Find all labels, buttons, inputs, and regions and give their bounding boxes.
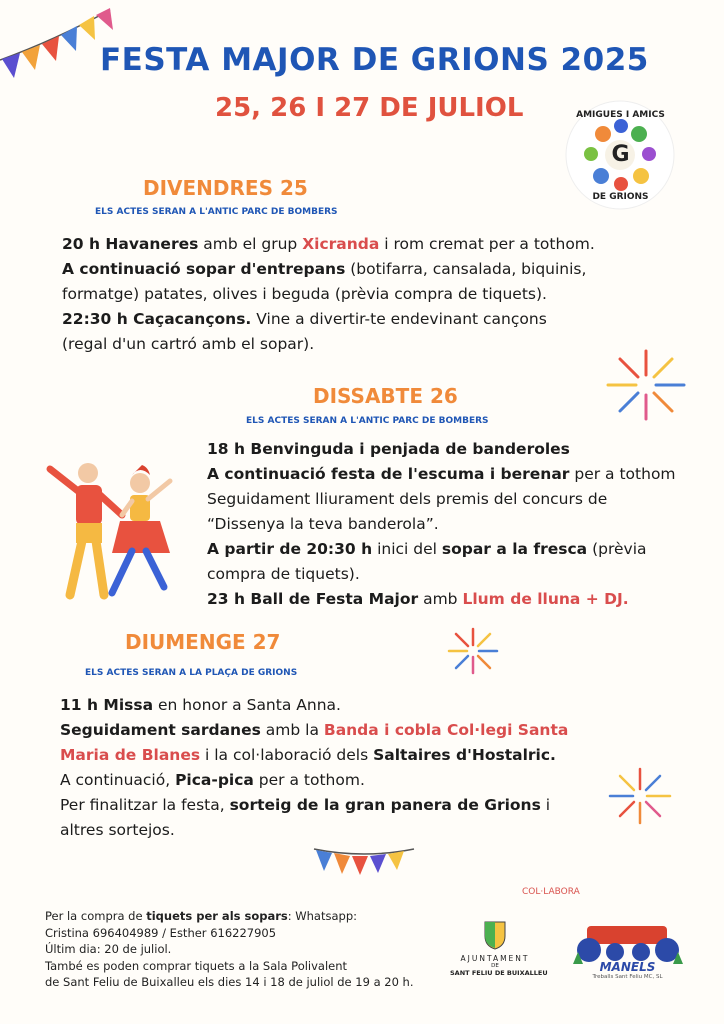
saturday-program: 18 h Benvinguda i penjada de banderoles A continuació festa de l'escuma i berenar per a tothom Seguidament lliurament dels premis del concurs de “Dissenya la teva banderola”. A partir de 20:30 h inici del sopar a la fresca (prèvia compra de tiquets). 23 h Ball de Festa Major amb Llum de lluna + DJ. [207,440,676,608]
collabora-label: COL·LABORA [522,887,580,897]
municipal-shield-icon [482,918,508,950]
ajuntament-logo [450,918,548,977]
ticket-info: Per la compra de tiquets per als sopars: Whatsapp: Cristina 696404989 / Esther 616227905 Últim dia: 20 de juliol. També es poden comprar tiquets a la Sala Polivalent de Sant Feliu de Buixalleu els dies 14 i 18 de juliol de 19 a 20 h. [45,909,414,989]
fireworks-decoration [605,765,675,827]
fireworks-decoration [602,345,690,425]
friday-location-note: ELS ACTES SERAN A L'ANTIC PARC DE BOMBERS [95,207,338,217]
sunday-heading: DIUMENGE 27 [125,630,281,654]
sunday-program: 11 h Missa en honor a Santa Anna. Seguidament sardanes amb la Banda i cobla Col·legi Santa Maria de Blanes i la col·laboració dels Saltaires d'Hostalric. A continuació, Pica-pica per a tothom. Per finalitzar la festa, sorteig de la gran panera de Grions i altres sortejos. [60,696,569,839]
festival-dates: 25, 26 I 27 DE JULIOL [215,93,524,123]
ajuntament-municipi: SANT FELIU DE BUIXALLEU [450,969,548,977]
ajuntament-de: DE [491,963,499,969]
bunting-decoration [312,843,417,883]
manels-subtitle: Treballs Sant Feliu MC, SL [592,974,663,980]
dancing-couple-illustration [40,455,180,605]
friday-program: 20 h Havaneres amb el grup Xicranda i rom cremat per a tothom. A continuació sopar d'entrepans (botifarra, cansalada, biquinis, formatge) patates, olives i beguda (prèvia compra de tiquets). 22:30 h Caçacançons. Vine a divertir-te endevinant cançons (regal d'un cartró amb el sopar). [62,235,595,353]
ajuntament-text: AJUNTAMENT [460,954,530,963]
saturday-location-note: ELS ACTES SERAN A L'ANTIC PARC DE BOMBERS [246,416,489,426]
page-title: FESTA MAJOR DE GRIONS 2025 [100,42,649,78]
amics-grions-logo [563,98,678,213]
manels-name: MANELS [599,960,656,974]
sunday-location-note: ELS ACTES SERAN A LA PLAÇA DE GRIONS [85,668,298,678]
saturday-heading: DISSABTE 26 [313,384,458,408]
manels-logo [565,920,690,980]
logo-letter: G [611,142,630,167]
logo-bottom-text: DE GRIONS [592,192,649,202]
fireworks-decoration [445,626,501,676]
friday-heading: DIVENDRES 25 [143,176,308,200]
logo-top-text: AMIGUES I AMICS [576,110,665,120]
tractor-icon [569,920,687,964]
